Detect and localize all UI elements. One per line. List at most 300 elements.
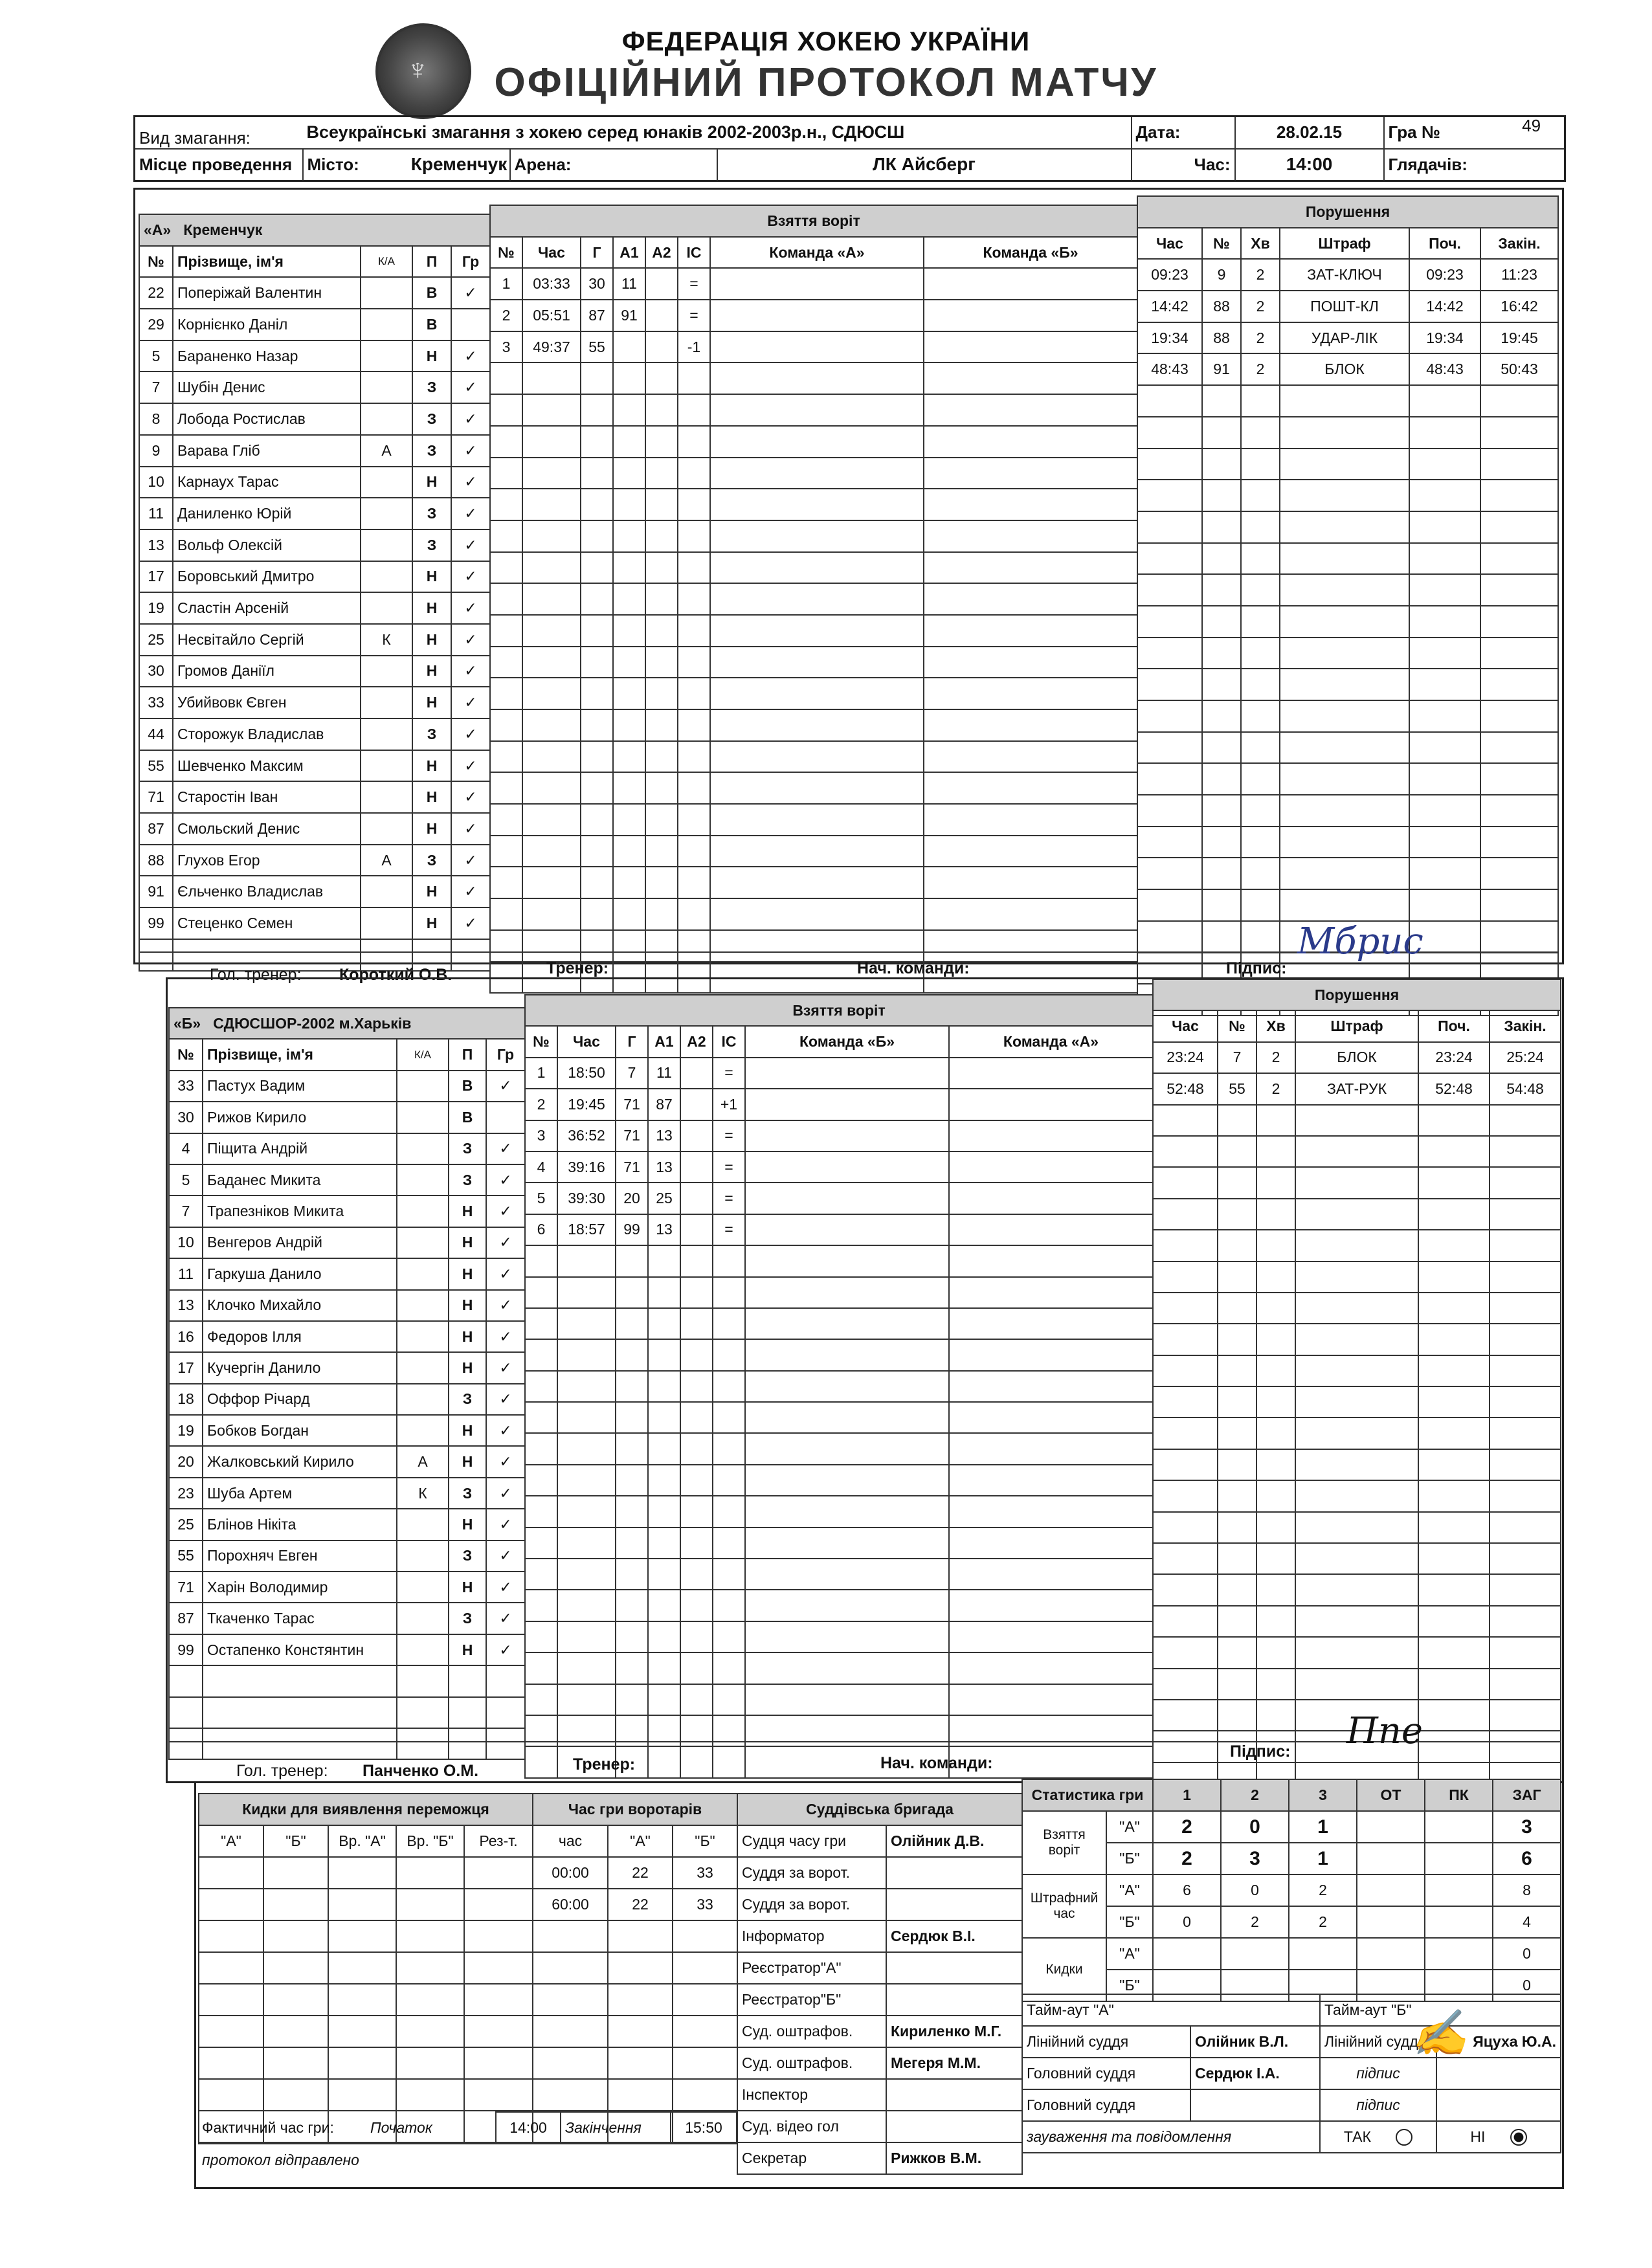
penalty-row bbox=[1137, 259, 1558, 291]
remarks-no[interactable] bbox=[1436, 2121, 1561, 2153]
played-check-icon: ✓ bbox=[486, 1258, 525, 1289]
penalty-minutes bbox=[1241, 449, 1280, 480]
played-check-icon bbox=[486, 1665, 525, 1696]
goal-number: 3 bbox=[525, 1120, 557, 1151]
goalie-time-cell bbox=[673, 2016, 737, 2047]
shootout-cell bbox=[396, 2047, 464, 2079]
penalty-minutes bbox=[1256, 1262, 1295, 1293]
goal-scorer bbox=[581, 678, 613, 709]
goalie-time-cell bbox=[608, 1920, 673, 1952]
played-check-icon bbox=[451, 309, 490, 340]
remarks-label: зауваження та повідомлення bbox=[1022, 2121, 1320, 2153]
goal-scorer bbox=[581, 458, 613, 489]
player-name: Венгеров Андрій bbox=[203, 1227, 397, 1258]
goal-assist-1 bbox=[613, 615, 645, 647]
goal-scorer: 87 bbox=[581, 300, 613, 331]
player-name: Трапезніков Микита bbox=[203, 1195, 397, 1227]
goal-row bbox=[525, 1371, 1153, 1402]
goal-assist-1 bbox=[648, 1465, 680, 1496]
goal-assist-1 bbox=[648, 1433, 680, 1464]
stats-value: 4 bbox=[1493, 1906, 1561, 1938]
goal-row bbox=[525, 1151, 1153, 1183]
goal-col-a2: А2 bbox=[645, 237, 678, 269]
player-captain-mark bbox=[361, 340, 412, 372]
penalty-minutes bbox=[1241, 606, 1280, 638]
actual-time-label: Фактичний час гри: bbox=[202, 2118, 334, 2136]
stats-value bbox=[1357, 1938, 1425, 1970]
player-name: Лобода Ростислав bbox=[173, 403, 361, 435]
referee-role: Суд. оштрафов. bbox=[737, 2016, 886, 2047]
played-check-icon: ✓ bbox=[486, 1572, 525, 1603]
penalty-type bbox=[1295, 1669, 1418, 1700]
player-captain-mark bbox=[397, 1071, 449, 1102]
goal-assist-2 bbox=[645, 709, 678, 741]
played-check-icon: ✓ bbox=[486, 1352, 525, 1383]
goal-team-a-cell bbox=[745, 1528, 949, 1559]
goal-number bbox=[490, 615, 522, 647]
penalty-time bbox=[1153, 1262, 1218, 1293]
goalie-time-row bbox=[533, 2016, 737, 2047]
penalty-player bbox=[1202, 669, 1241, 700]
goalie-time-cell: 60:00 bbox=[533, 1889, 608, 1920]
penalty-time bbox=[1137, 606, 1202, 638]
player-row bbox=[169, 1071, 525, 1102]
played-check-icon: ✓ bbox=[451, 876, 490, 907]
played-check-icon: ✓ bbox=[451, 467, 490, 498]
goal-row bbox=[525, 1559, 1153, 1590]
penalty-player bbox=[1218, 1167, 1256, 1198]
goal-team-b-cell bbox=[949, 1433, 1153, 1464]
played-check-icon: ✓ bbox=[486, 1603, 525, 1634]
penalty-end bbox=[1490, 1230, 1561, 1261]
player-captain-mark bbox=[397, 1697, 449, 1728]
played-check-icon: ✓ bbox=[486, 1071, 525, 1102]
stats-value: 3 bbox=[1493, 1811, 1561, 1843]
penalty-player bbox=[1218, 1230, 1256, 1261]
goal-scorer bbox=[581, 583, 613, 615]
goal-team-b-cell bbox=[949, 1621, 1153, 1652]
player-row bbox=[139, 656, 490, 687]
goalie-time-cell: 00:00 bbox=[533, 1857, 608, 1889]
goal-team-a-cell bbox=[745, 1590, 949, 1621]
penalty-type bbox=[1295, 1449, 1418, 1480]
stats-value: 1 bbox=[1289, 1811, 1357, 1843]
penalty-minutes: 2 bbox=[1256, 1042, 1295, 1073]
goal-assist-1 bbox=[613, 331, 645, 363]
penalty-player: 9 bbox=[1202, 259, 1241, 291]
goal-col-team-b: Команда «Б» bbox=[924, 237, 1137, 269]
goal-col-scorer: Г bbox=[581, 237, 613, 269]
penalty-time bbox=[1137, 449, 1202, 480]
player-captain-mark bbox=[361, 561, 412, 593]
penalty-end bbox=[1480, 574, 1558, 606]
player-position: Н bbox=[412, 687, 451, 718]
goal-time: 18:50 bbox=[557, 1058, 616, 1089]
played-check-icon: ✓ bbox=[486, 1384, 525, 1415]
shootout-col: "Б" bbox=[263, 1825, 328, 1857]
shootout-cell bbox=[464, 2047, 533, 2079]
goals-title-b: Взяття воріт bbox=[525, 995, 1153, 1026]
goal-team-b-cell bbox=[949, 1684, 1153, 1715]
goal-assist-2 bbox=[680, 1652, 713, 1684]
goal-number: 2 bbox=[490, 300, 522, 331]
goal-assist-1: 11 bbox=[613, 268, 645, 300]
goal-assist-2 bbox=[680, 1339, 713, 1370]
penalty-player bbox=[1218, 1105, 1256, 1136]
player-captain-mark bbox=[397, 1102, 449, 1133]
goal-assist-1: 11 bbox=[648, 1058, 680, 1089]
goal-strength bbox=[713, 1684, 745, 1715]
played-check-icon: ✓ bbox=[451, 498, 490, 529]
goal-assist-2 bbox=[680, 1433, 713, 1464]
goal-strength bbox=[678, 898, 710, 930]
goal-row bbox=[490, 394, 1137, 426]
goal-assist-2 bbox=[680, 1183, 713, 1214]
penalty-player bbox=[1218, 1136, 1256, 1167]
goal-scorer bbox=[616, 1621, 648, 1652]
officials-table bbox=[1021, 1994, 1561, 2153]
stats-value bbox=[1425, 1843, 1493, 1874]
goal-time bbox=[557, 1496, 616, 1527]
team-a-goals bbox=[489, 205, 1138, 994]
player-number: 30 bbox=[139, 656, 173, 687]
referee-name: Рижков В.М. bbox=[886, 2142, 1022, 2174]
goal-time: 05:51 bbox=[522, 300, 581, 331]
player-number: 8 bbox=[139, 403, 173, 435]
penalty-row bbox=[1153, 1324, 1561, 1355]
player-row bbox=[139, 845, 490, 876]
player-name: Шубін Денис bbox=[173, 372, 361, 403]
penalty-start bbox=[1418, 1386, 1490, 1418]
goal-assist-1: 13 bbox=[648, 1120, 680, 1151]
player-name: Несвітайло Сергій bbox=[173, 624, 361, 656]
goal-number bbox=[490, 836, 522, 867]
penalty-row bbox=[1137, 291, 1558, 322]
goal-team-b-cell bbox=[924, 458, 1137, 489]
player-position: В bbox=[412, 277, 451, 309]
penalty-row bbox=[1137, 480, 1558, 511]
penalty-end bbox=[1480, 449, 1558, 480]
goal-strength: = bbox=[678, 268, 710, 300]
goal-team-b-cell bbox=[924, 836, 1137, 867]
player-position: Н bbox=[449, 1195, 486, 1227]
goal-strength: = bbox=[713, 1058, 745, 1089]
penalty-player bbox=[1218, 1199, 1256, 1230]
penalty-end bbox=[1480, 480, 1558, 511]
col-played-b: Гр bbox=[486, 1039, 525, 1070]
penalty-end bbox=[1490, 1324, 1561, 1355]
shootout-row bbox=[199, 2016, 533, 2047]
player-name: Федоров Ілля bbox=[203, 1321, 397, 1352]
goal-col-team-a: Команда «А» bbox=[710, 237, 924, 269]
player-captain-mark: К bbox=[361, 624, 412, 656]
player-position bbox=[449, 1665, 486, 1696]
goal-team-b-cell bbox=[949, 1590, 1153, 1621]
goal-number bbox=[525, 1308, 557, 1339]
no-radio-icon[interactable] bbox=[1510, 2129, 1527, 2146]
player-name: Гаркуша Данило bbox=[203, 1258, 397, 1289]
penalty-start bbox=[1418, 1262, 1490, 1293]
shootout-cell bbox=[464, 1889, 533, 1920]
remarks-yes[interactable] bbox=[1320, 2121, 1436, 2153]
penalty-player bbox=[1218, 1480, 1256, 1511]
stats-value: 6 bbox=[1493, 1843, 1561, 1874]
goal-scorer bbox=[616, 1590, 648, 1621]
penalty-start bbox=[1418, 1167, 1490, 1198]
penalty-player bbox=[1202, 827, 1241, 858]
team-b-penalties bbox=[1152, 979, 1561, 1794]
goal-team-a-cell bbox=[710, 362, 924, 394]
referee-row bbox=[737, 2142, 1022, 2174]
goalie-time-cell bbox=[608, 2079, 673, 2111]
player-captain-mark bbox=[397, 1227, 449, 1258]
penalty-row bbox=[1137, 889, 1558, 921]
team-b-staff-row bbox=[168, 1710, 1560, 1781]
goal-number bbox=[490, 458, 522, 489]
referee-role: Інформатор bbox=[737, 1920, 886, 1952]
goal-number bbox=[525, 1339, 557, 1370]
penalty-end: 19:45 bbox=[1480, 322, 1558, 354]
stats-value bbox=[1425, 1811, 1493, 1843]
player-position: Н bbox=[449, 1352, 486, 1383]
player-captain-mark bbox=[361, 907, 412, 939]
goal-row bbox=[490, 867, 1137, 898]
player-row bbox=[169, 1634, 525, 1665]
goal-team-b-cell bbox=[949, 1089, 1153, 1120]
goal-col-scorer-b: Г bbox=[616, 1026, 648, 1057]
played-check-icon: ✓ bbox=[486, 1195, 525, 1227]
penalty-type bbox=[1280, 385, 1409, 417]
penalty-time bbox=[1137, 858, 1202, 889]
goal-time bbox=[557, 1308, 616, 1339]
goal-assist-2 bbox=[645, 300, 678, 331]
penalty-player bbox=[1202, 574, 1241, 606]
shootout-cell bbox=[464, 1952, 533, 1984]
pen-col-end: Закін. bbox=[1480, 228, 1558, 260]
goal-col-a2-b: А2 bbox=[680, 1026, 713, 1057]
shootout-col: Вр. "Б" bbox=[396, 1825, 464, 1857]
penalty-start: 52:48 bbox=[1418, 1073, 1490, 1104]
team-b-goals bbox=[524, 994, 1154, 1779]
shootout-cell bbox=[396, 1920, 464, 1952]
yes-radio-icon[interactable] bbox=[1396, 2129, 1412, 2146]
penalty-end bbox=[1480, 700, 1558, 732]
goal-strength bbox=[713, 1277, 745, 1308]
team-a-tag: «А» bbox=[144, 221, 172, 238]
player-name: Вольф Олексій bbox=[173, 529, 361, 561]
game-number-value: 49 bbox=[1522, 116, 1541, 136]
penalty-time bbox=[1153, 1136, 1218, 1167]
played-check-icon: ✓ bbox=[486, 1227, 525, 1258]
shootout-cell bbox=[199, 1984, 263, 2016]
shootout-cell bbox=[464, 1984, 533, 2016]
goal-strength bbox=[678, 394, 710, 426]
penalty-type bbox=[1280, 763, 1409, 795]
played-check-icon: ✓ bbox=[451, 340, 490, 372]
goal-strength bbox=[678, 647, 710, 678]
played-check-icon: ✓ bbox=[451, 624, 490, 656]
goal-team-b-cell bbox=[949, 1652, 1153, 1684]
timeout-b: Тайм-аут "Б" bbox=[1320, 1994, 1561, 2026]
player-captain-mark bbox=[361, 750, 412, 782]
referees-title: Суддівська бригада bbox=[737, 1794, 1022, 1825]
goalie-time-row bbox=[533, 1984, 737, 2016]
player-position: Н bbox=[412, 656, 451, 687]
penalty-start bbox=[1409, 763, 1480, 795]
penalty-row bbox=[1137, 827, 1558, 858]
played-check-icon: ✓ bbox=[451, 907, 490, 939]
goalie-time-cell bbox=[608, 1952, 673, 1984]
player-captain-mark bbox=[397, 1321, 449, 1352]
player-position: Н bbox=[412, 467, 451, 498]
stats-value: 0 bbox=[1221, 1874, 1289, 1906]
end-label: Закінчення bbox=[561, 2112, 671, 2144]
penalty-player bbox=[1202, 606, 1241, 638]
pen-col-min: Хв bbox=[1241, 228, 1280, 260]
penalty-start bbox=[1409, 385, 1480, 417]
player-position: Н bbox=[449, 1290, 486, 1321]
penalty-time bbox=[1153, 1574, 1218, 1605]
goal-team-b-cell bbox=[924, 741, 1137, 773]
goal-scorer: 55 bbox=[581, 331, 613, 363]
goal-team-a-cell bbox=[745, 1277, 949, 1308]
player-number: 16 bbox=[169, 1321, 203, 1352]
goal-assist-1 bbox=[613, 458, 645, 489]
stats-period-col: 1 bbox=[1153, 1779, 1221, 1811]
penalty-time bbox=[1137, 480, 1202, 511]
goal-team-b-cell bbox=[949, 1559, 1153, 1590]
penalty-player bbox=[1202, 417, 1241, 449]
referee-role: Суд. оштрафов. bbox=[737, 2047, 886, 2079]
goal-scorer bbox=[616, 1371, 648, 1402]
main-ref-label: Головний суддя bbox=[1022, 2058, 1190, 2089]
goal-team-a-cell bbox=[745, 1120, 949, 1151]
penalty-minutes bbox=[1256, 1167, 1295, 1198]
penalty-end bbox=[1480, 827, 1558, 858]
played-check-icon: ✓ bbox=[486, 1321, 525, 1352]
player-row bbox=[169, 1227, 525, 1258]
referee-name bbox=[886, 2111, 1022, 2142]
shootout-cell bbox=[199, 1889, 263, 1920]
goal-assist-2 bbox=[680, 1684, 713, 1715]
penalty-minutes bbox=[1256, 1606, 1295, 1637]
player-position: Н bbox=[412, 340, 451, 372]
goalie-time-row bbox=[533, 1952, 737, 1984]
player-number: 22 bbox=[139, 277, 173, 309]
player-number: 17 bbox=[139, 561, 173, 593]
player-captain-mark bbox=[397, 1665, 449, 1696]
shootout-cell bbox=[396, 1984, 464, 2016]
goal-assist-2 bbox=[645, 898, 678, 930]
penalty-time bbox=[1137, 827, 1202, 858]
stats-value: 2 bbox=[1289, 1874, 1357, 1906]
penalty-start bbox=[1418, 1449, 1490, 1480]
penalty-minutes bbox=[1241, 763, 1280, 795]
player-row bbox=[169, 1164, 525, 1195]
stats-period-col: ПК bbox=[1425, 1779, 1493, 1811]
penalty-minutes bbox=[1256, 1700, 1295, 1731]
shootout-table bbox=[198, 1793, 533, 2143]
shootout-col: Рез-т. bbox=[464, 1825, 533, 1857]
shootout-cell bbox=[328, 2047, 396, 2079]
shootout-row bbox=[199, 1889, 533, 1920]
played-check-icon: ✓ bbox=[486, 1415, 525, 1446]
penalty-row bbox=[1153, 1574, 1561, 1605]
shootout-cell bbox=[396, 2079, 464, 2111]
penalty-player bbox=[1218, 1669, 1256, 1700]
penalty-row bbox=[1153, 1136, 1561, 1167]
penalty-end bbox=[1490, 1669, 1561, 1700]
penalty-start bbox=[1409, 543, 1480, 575]
player-row bbox=[169, 1258, 525, 1289]
stats-period-col: 3 bbox=[1289, 1779, 1357, 1811]
penalty-minutes: 2 bbox=[1241, 322, 1280, 354]
player-number: 20 bbox=[169, 1446, 203, 1477]
goal-strength bbox=[713, 1528, 745, 1559]
player-row bbox=[169, 1133, 525, 1164]
goal-time bbox=[522, 772, 581, 804]
goal-scorer bbox=[581, 647, 613, 678]
goal-team-b-cell bbox=[924, 615, 1137, 647]
federation-title: ФЕДЕРАЦІЯ ХОКЕЮ УКРАЇНИ bbox=[621, 26, 1031, 56]
no-label: НІ bbox=[1470, 2128, 1486, 2145]
stats-value: 0 bbox=[1221, 1811, 1289, 1843]
goal-time bbox=[522, 426, 581, 458]
goal-time bbox=[557, 1528, 616, 1559]
penalty-row bbox=[1137, 511, 1558, 543]
shootout-cell bbox=[199, 2079, 263, 2111]
goal-strength bbox=[678, 489, 710, 520]
goal-scorer bbox=[581, 772, 613, 804]
goal-number bbox=[490, 426, 522, 458]
player-number: 13 bbox=[139, 529, 173, 561]
player-position: З bbox=[449, 1478, 486, 1509]
penalty-minutes bbox=[1241, 921, 1280, 953]
penalty-minutes bbox=[1256, 1355, 1295, 1386]
goal-team-b-cell bbox=[924, 647, 1137, 678]
stats-value bbox=[1425, 1938, 1493, 1970]
penalty-player bbox=[1218, 1637, 1256, 1668]
penalty-start bbox=[1418, 1355, 1490, 1386]
team-a-sign-label: Підпис: bbox=[1226, 959, 1287, 977]
penalty-type bbox=[1280, 449, 1409, 480]
shootout-row bbox=[199, 2047, 533, 2079]
stats-side-label: "Б" bbox=[1106, 1843, 1153, 1874]
penalty-end bbox=[1490, 1105, 1561, 1136]
goal-strength bbox=[678, 836, 710, 867]
penalties-title-b: Порушення bbox=[1153, 979, 1561, 1010]
goalie-time-cell bbox=[533, 2016, 608, 2047]
player-number: 5 bbox=[139, 340, 173, 372]
player-number: 10 bbox=[169, 1227, 203, 1258]
player-position: З bbox=[412, 435, 451, 467]
player-name: Оффор Річард bbox=[203, 1384, 397, 1415]
penalty-type: БЛОК bbox=[1280, 353, 1409, 385]
goal-team-b-cell bbox=[949, 1402, 1153, 1433]
player-captain-mark bbox=[397, 1352, 449, 1383]
goal-strength bbox=[713, 1621, 745, 1652]
stats-title: Статистика гри bbox=[1022, 1779, 1153, 1811]
line-ref-label: Лінійний суддя bbox=[1022, 2026, 1190, 2058]
player-captain-mark bbox=[361, 529, 412, 561]
referee-row bbox=[737, 2079, 1022, 2111]
goal-assist-1 bbox=[613, 741, 645, 773]
player-row bbox=[169, 1478, 525, 1509]
referee-name: Кириленко М.Г. bbox=[886, 2016, 1022, 2047]
goal-time bbox=[522, 898, 581, 930]
pen-col-type-b: Штраф bbox=[1295, 1010, 1418, 1041]
goal-assist-2 bbox=[680, 1621, 713, 1652]
